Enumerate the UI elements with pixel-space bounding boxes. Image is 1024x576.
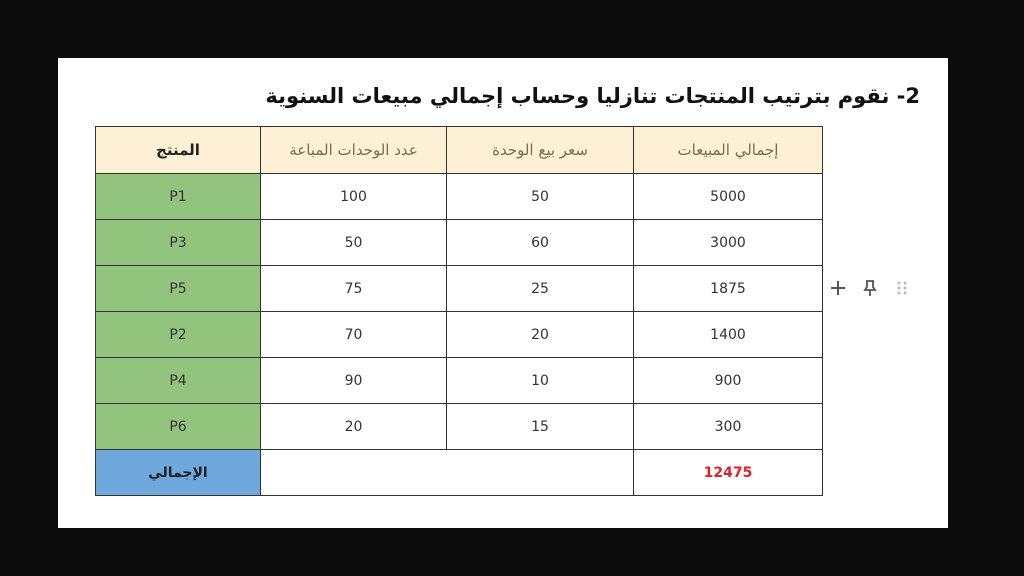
drag-handle-icon[interactable] — [892, 278, 912, 298]
table-row — [96, 220, 823, 266]
cell-price[interactable]: 10 — [447, 358, 634, 404]
cell-total[interactable]: 1400 — [634, 312, 823, 358]
cell-total[interactable]: 900 — [634, 358, 823, 404]
cell-units[interactable]: 70 — [261, 312, 447, 358]
cell-units[interactable]: 20 — [261, 404, 447, 450]
cell-total[interactable]: 5000 — [634, 174, 823, 220]
table-footer-row — [96, 450, 823, 496]
slide — [58, 58, 948, 528]
cell-price[interactable]: 15 — [447, 404, 634, 450]
cell-product[interactable]: P3 — [96, 220, 261, 266]
cell-total[interactable]: 3000 — [634, 220, 823, 266]
table-row — [96, 266, 823, 312]
cell-price[interactable]: 25 — [447, 266, 634, 312]
page-title: 2- نقوم بترتيب المنتجات تنازليا وحساب إجمالي مبيعات السنوية — [265, 84, 920, 108]
cell-product[interactable]: P1 — [96, 174, 261, 220]
total-empty-cell[interactable] — [261, 450, 634, 496]
sales-table — [95, 126, 823, 496]
cell-product[interactable]: P2 — [96, 312, 261, 358]
row-toolbar — [828, 278, 912, 298]
cell-price[interactable]: 50 — [447, 174, 634, 220]
table-row — [96, 174, 823, 220]
cell-total[interactable]: 1875 — [634, 266, 823, 312]
cell-units[interactable]: 90 — [261, 358, 447, 404]
header-units: عدد الوحدات المباعة — [261, 127, 447, 174]
cell-units[interactable]: 50 — [261, 220, 447, 266]
pin-icon[interactable] — [860, 278, 880, 298]
cell-product[interactable]: P6 — [96, 404, 261, 450]
cell-product[interactable]: P4 — [96, 358, 261, 404]
total-value[interactable]: 12475 — [634, 450, 823, 496]
cell-price[interactable]: 60 — [447, 220, 634, 266]
cell-product[interactable]: P5 — [96, 266, 261, 312]
table-row — [96, 358, 823, 404]
plus-icon[interactable] — [828, 278, 848, 298]
cell-units[interactable]: 75 — [261, 266, 447, 312]
header-price: سعر بيع الوحدة — [447, 127, 634, 174]
cell-units[interactable]: 100 — [261, 174, 447, 220]
header-product: المنتج — [96, 127, 261, 174]
total-label[interactable]: الإجمالي — [96, 450, 261, 496]
table-row — [96, 404, 823, 450]
cell-total[interactable]: 300 — [634, 404, 823, 450]
table-row — [96, 312, 823, 358]
header-total: إجمالي المبيعات — [634, 127, 823, 174]
table-header-row — [96, 127, 823, 174]
cell-price[interactable]: 20 — [447, 312, 634, 358]
